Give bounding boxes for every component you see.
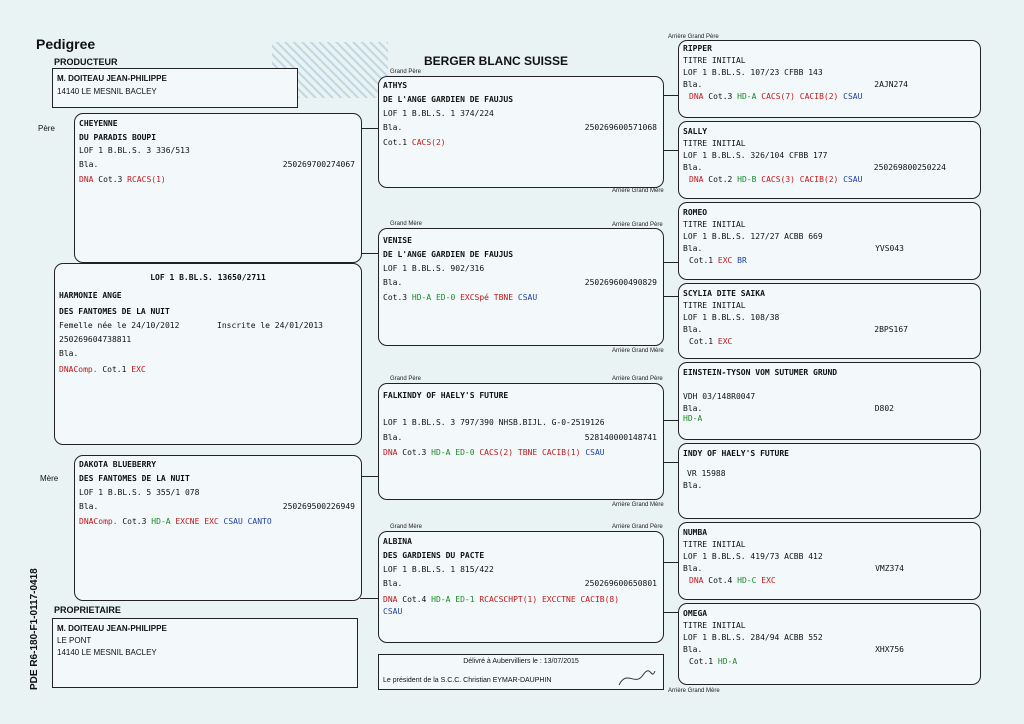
sire-affix: DU PARADIS BOUPI — [79, 133, 157, 142]
ggp-title: TITRE INITIAL — [683, 301, 746, 310]
ggp-lof: LOF 1 B.BL.S. 108/38 — [683, 313, 780, 322]
subject-affix: DES FANTOMES DE LA NUIT — [59, 307, 170, 316]
gp1-tests — [383, 137, 446, 149]
gp2-lof: LOF 1 B.BL.S. 3 797/390 NHSB.BIJL. G-0-2519126 — [383, 418, 605, 427]
test-result: CSAU — [513, 293, 538, 302]
mere-label: Mère — [40, 474, 59, 483]
agm-label-4: Arrière Grand Mère — [668, 688, 720, 694]
dam-affix: DES FANTOMES DE LA NUIT — [79, 474, 190, 483]
ggp-id: XHX756 — [875, 645, 904, 654]
test-result: DNA — [689, 92, 704, 101]
sire-box — [74, 113, 362, 263]
gm1-box — [378, 228, 664, 346]
ggp-lof: LOF 1 B.BL.S. 107/23 CFBB 143 — [683, 68, 823, 77]
subject-birth: Femelle née le 24/10/2012 — [59, 321, 180, 330]
test-result: Cot.1 — [383, 138, 408, 147]
test-result: EXC — [756, 576, 776, 585]
gm1-name: VENISE — [383, 236, 412, 245]
ggp-box-8 — [678, 603, 981, 685]
ggp-color: Bla. — [683, 481, 703, 490]
gp1-lof: LOF 1 B.BL.S. 1 374/224 — [383, 109, 494, 118]
test-result: DNAComp. — [59, 365, 98, 374]
gp2-name: FALKINDY OF HAELY'S FUTURE — [383, 391, 509, 400]
test-result: DNA — [383, 595, 398, 604]
gm1-tests — [383, 292, 537, 304]
test-result: HD-A ED-0 — [407, 293, 456, 302]
test-result: HD-A — [683, 414, 703, 423]
ggp-color: Bla. — [683, 163, 703, 172]
owner-address: 14140 LE MESNIL BACLEY — [57, 648, 157, 657]
ggp-lof: LOF 1 B.BL.S. 127/27 ACBB 669 — [683, 232, 823, 241]
gp2-label: Grand Père — [390, 376, 422, 382]
test-result: Cot.4 — [397, 595, 427, 604]
test-result: HD-A — [713, 657, 738, 666]
test-result: Cot.4 — [703, 576, 733, 585]
breed-title: BERGER BLANC SUISSE — [424, 54, 569, 68]
gm1-affix: DE L'ANGE GARDIEN DE FAUJUS — [383, 250, 514, 259]
ggp-title: TITRE INITIAL — [683, 56, 746, 65]
ggp-id: D802 — [874, 404, 894, 413]
owner-name: M. DOITEAU JEAN-PHILIPPE — [57, 624, 167, 633]
test-result: DNA — [383, 448, 398, 457]
ggp-tests — [689, 174, 862, 186]
gp1-label: Grand Père — [390, 69, 422, 75]
gm1-label: Grand Mère — [390, 221, 423, 227]
producer-box — [52, 68, 298, 108]
gp1-name: ATHYS — [383, 81, 408, 90]
agp-label-4: Arrière Grand Père — [612, 524, 663, 530]
test-result: Cot.3 — [703, 92, 733, 101]
gm2-affix: DES GARDIENS DU PACTE — [383, 551, 485, 560]
gp2-chip: 528140000148741 — [584, 433, 657, 442]
gp1-color: Bla. — [383, 123, 403, 132]
ggp-box-3 — [678, 202, 981, 280]
ggp-tests — [689, 91, 862, 103]
ggp-box-7 — [678, 522, 981, 600]
ggp-color: Bla. — [683, 325, 703, 334]
test-result: CSAU — [580, 448, 605, 457]
dam-lof: LOF 1 B.BL.S. 5 355/1 078 — [79, 488, 200, 497]
ggp-name: INDY OF HAELY'S FUTURE — [683, 449, 789, 458]
subject-box — [54, 263, 362, 445]
ggp-name: SCYLIA DITE SAIKA — [683, 289, 765, 298]
subject-inscribed: Inscrite le 24/01/2013 — [217, 321, 323, 330]
test-result: CSAU CANTO — [218, 517, 272, 526]
test-result: CSAU — [838, 175, 863, 184]
test-result: Cot.3 — [397, 448, 427, 457]
ggp-box-1 — [678, 40, 981, 118]
test-result: EXCSpé TBNE — [455, 293, 514, 302]
sire-lof: LOF 1 B.BL.S. 3 336/513 — [79, 146, 190, 155]
ggp-name: OMEGA — [683, 609, 708, 618]
gp1-box — [378, 76, 664, 188]
sire-color: Bla. — [79, 160, 99, 169]
test-result: CSAU — [838, 92, 863, 101]
ggp-lof: VDH 03/148R0047 — [683, 392, 756, 401]
dam-color: Bla. — [79, 502, 99, 511]
page-title: Pedigree — [36, 36, 96, 52]
ggp-name: SALLY — [683, 127, 708, 136]
agp-label-2: Arrière Grand Père — [612, 222, 663, 228]
ggp-id: VMZ374 — [875, 564, 904, 573]
test-result: DNA — [689, 175, 704, 184]
test-result: BR — [732, 256, 747, 265]
producer-name: M. DOITEAU JEAN-PHILIPPE — [57, 74, 167, 83]
test-result: CACS(2) — [407, 138, 446, 147]
ggp-id: YVS043 — [875, 244, 904, 253]
ggp-id: 250269800250224 — [873, 163, 946, 172]
sire-tests — [79, 174, 166, 186]
ggp-tests — [689, 336, 732, 348]
gp1-chip: 250269600571068 — [584, 123, 657, 132]
gp1-affix: DE L'ANGE GARDIEN DE FAUJUS — [383, 95, 514, 104]
ggp-color: Bla. — [683, 564, 703, 573]
test-result: DNAComp. — [79, 517, 118, 526]
test-result: Cot.3 — [93, 175, 123, 184]
document-code: PDE R6-180-F1-0117-0418 — [29, 568, 40, 690]
gm1-lof: LOF 1 B.BL.S. 902/316 — [383, 264, 485, 273]
dam-chip: 250269500226949 — [282, 502, 355, 511]
ggp-title: TITRE INITIAL — [683, 139, 746, 148]
test-result: EXC — [713, 256, 733, 265]
issue-box — [378, 654, 664, 690]
subject-chip: 250269604738811 — [59, 335, 132, 344]
test-result: Cot.3 — [383, 293, 408, 302]
gp2-box — [378, 383, 664, 500]
ggp-id: 2BPS167 — [874, 325, 908, 334]
ggp-name: RIPPER — [683, 44, 712, 53]
producer-label: PRODUCTEUR — [54, 57, 118, 67]
gp2-color: Bla. — [383, 433, 403, 442]
ggp-color: Bla. — [683, 645, 703, 654]
ggp-lof: LOF 1 B.BL.S. 284/94 ACBB 552 — [683, 633, 823, 642]
test-result: HD-C — [732, 576, 757, 585]
gm1-color: Bla. — [383, 278, 403, 287]
sire-name: CHEYENNE — [79, 119, 118, 128]
ggp-box-6 — [678, 443, 981, 519]
test-result: RCACS(1) — [122, 175, 166, 184]
gp2-tests — [383, 447, 605, 459]
signature — [617, 667, 657, 689]
test-result: Cot.1 — [689, 256, 714, 265]
dam-box — [74, 455, 362, 601]
ggp-title: TITRE INITIAL — [683, 220, 746, 229]
ggp-color: Bla. — [683, 244, 703, 253]
president-text: Le président de la S.C.C. Christian EYMAR-DAUPHIN — [383, 677, 552, 684]
owner-box — [52, 618, 358, 688]
test-result: EXC — [126, 365, 146, 374]
subject-name: HARMONIE ANGE — [59, 291, 122, 300]
ggp-lof: LOF 1 B.BL.S. 419/73 ACBB 412 — [683, 552, 823, 561]
dam-name: DAKOTA BLUEBERRY — [79, 460, 157, 469]
test-result: EXCNE EXC — [170, 517, 219, 526]
test-result: Cot.2 — [703, 175, 733, 184]
test-result: Cot.1 — [689, 337, 714, 346]
agp-label-top: Arrière Grand Père — [668, 34, 719, 40]
test-result: DNA — [689, 576, 704, 585]
ggp-name: NUMBA — [683, 528, 708, 537]
test-result: HD-A ED-0 — [426, 448, 475, 457]
subject-color: Bla. — [59, 349, 79, 358]
ggp-box-5 — [678, 362, 981, 440]
gm2-tests — [383, 594, 619, 606]
ggp-color: Bla. — [683, 80, 703, 89]
gm2-name: ALBINA — [383, 537, 412, 546]
ggp-tests — [689, 255, 747, 267]
test-result: CACS(3) CACIB(2) — [756, 175, 839, 184]
test-result: EXC — [713, 337, 733, 346]
ggp-tests — [683, 413, 702, 425]
ggp-tests — [689, 575, 776, 587]
ggp-box-2 — [678, 121, 981, 199]
dam-tests — [79, 516, 272, 528]
ggp-name: ROMEO — [683, 208, 708, 217]
gm2-lof: LOF 1 B.BL.S. 1 815/422 — [383, 565, 494, 574]
test-result: HD-A ED-1 — [426, 595, 475, 604]
ggp-lof: VR 15988 — [687, 469, 726, 478]
agm-label-1: Arrière Grand Mère — [612, 188, 664, 194]
owner-label: PROPRIETAIRE — [54, 605, 121, 615]
test-result: RCACSCHPT(1) EXCCTNE CACIB(8) — [474, 595, 620, 604]
agp-label-3: Arrière Grand Père — [612, 376, 663, 382]
producer-address: 14140 LE MESNIL BACLEY — [57, 87, 157, 96]
subject-lof: LOF 1 B.BL.S. 13650/2711 — [150, 273, 266, 282]
gm2-tests-line2: CSAU — [383, 607, 403, 616]
gm2-chip: 250269600650801 — [584, 579, 657, 588]
pere-label: Père — [38, 124, 55, 133]
ggp-title: TITRE INITIAL — [683, 540, 746, 549]
test-result: HD-A — [732, 92, 757, 101]
gm2-box — [378, 531, 664, 643]
ggp-color: Bla. — [683, 404, 703, 413]
test-result: Cot.3 — [117, 517, 147, 526]
owner-line2: LE PONT — [57, 636, 92, 645]
ggp-name: EINSTEIN-TYSON VOM SUTUMER GRUND — [683, 368, 838, 377]
agm-label-2: Arrière Grand Mère — [612, 348, 664, 354]
gm2-label: Grand Mère — [390, 524, 423, 530]
ggp-title: TITRE INITIAL — [683, 621, 746, 630]
test-result: HD-B — [732, 175, 757, 184]
test-result: DNA — [79, 175, 94, 184]
ggp-id: 2AJN274 — [874, 80, 908, 89]
test-result: CACS(2) TBNE CACIB(1) — [474, 448, 581, 457]
test-result: Cot.1 — [689, 657, 714, 666]
issued-text: Délivré à Aubervilliers le : 13/07/2015 — [463, 658, 579, 665]
ggp-tests — [689, 656, 737, 668]
test-result: Cot.1 — [97, 365, 127, 374]
gm2-color: Bla. — [383, 579, 403, 588]
ggp-box-4 — [678, 283, 981, 359]
agm-label-3: Arrière Grand Mère — [612, 502, 664, 508]
subject-tests — [59, 364, 146, 376]
test-result: HD-A — [146, 517, 171, 526]
sire-chip: 250269700274067 — [282, 160, 355, 169]
test-result: CACS(7) CACIB(2) — [756, 92, 839, 101]
ggp-lof: LOF 1 B.BL.S. 326/104 CFBB 177 — [683, 151, 828, 160]
gm1-chip: 250269600490829 — [584, 278, 657, 287]
